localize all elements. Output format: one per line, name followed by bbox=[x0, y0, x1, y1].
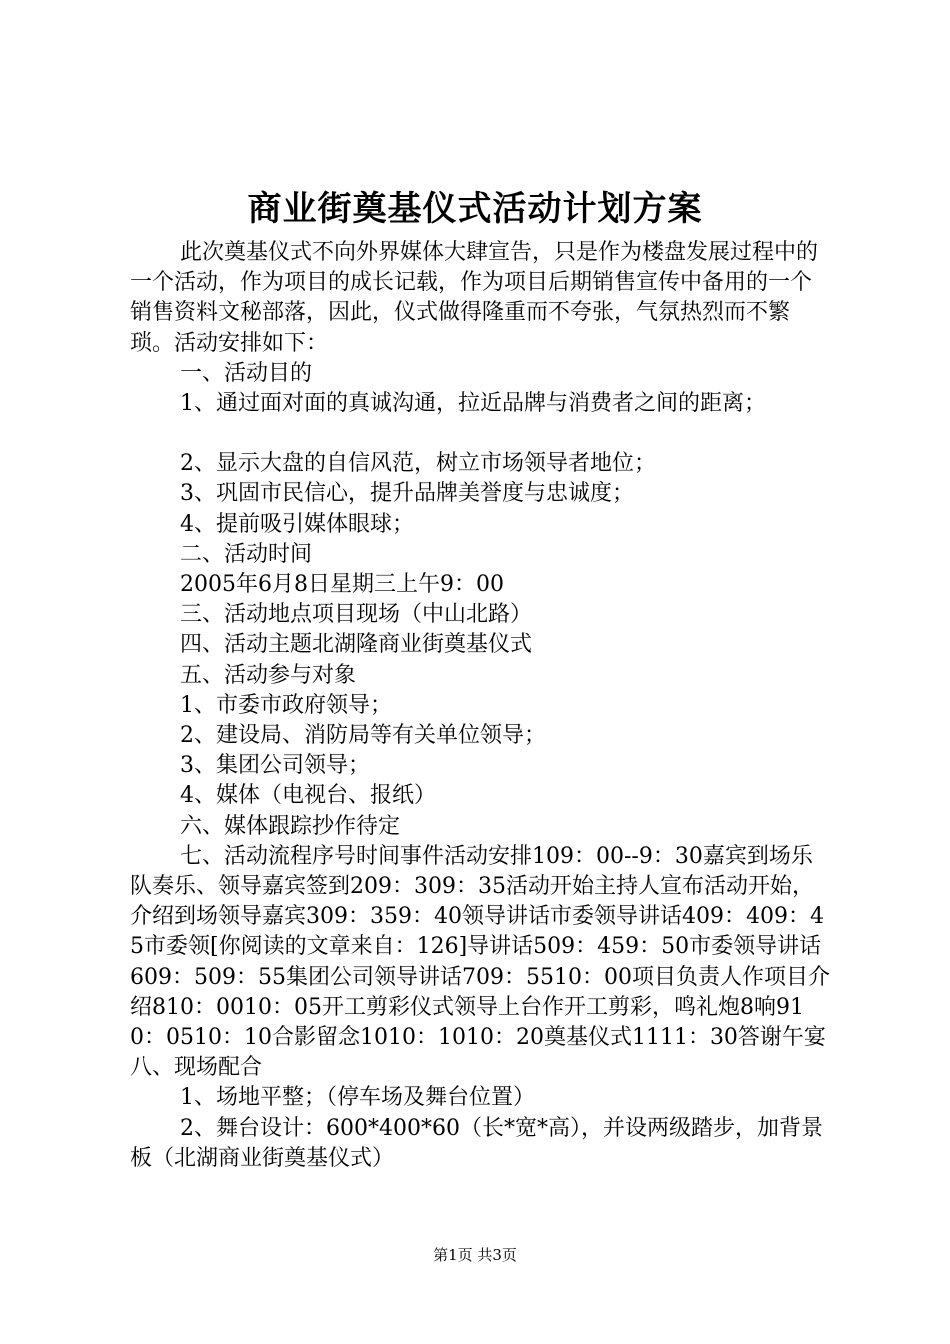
section-heading-time: 二、活动时间 bbox=[180, 541, 313, 567]
purpose-item-3: 3、巩固市民信心，提升品牌美誉度与忠诚度； bbox=[180, 481, 634, 507]
site-item-1: 1、场地平整；（停车场及舞台位置） bbox=[180, 1085, 535, 1111]
document-body bbox=[130, 238, 830, 1174]
section-heading-participants: 五、活动参与对象 bbox=[180, 662, 357, 688]
site-item-2: 2、舞台设计：600*400*60（长*宽*高），并设两级踏步，加背景板（北湖商业街奠基仪式） bbox=[130, 1115, 823, 1171]
schedule-paragraph: 七、活动流程序号时间事件活动安排109：00--9：30嘉宾到场乐队奏乐、领导嘉宾签到209：309：35活动开始主持人宣布活动开始，介绍到场领导嘉宾309：359：40领导讲话市委领导讲话409：409：45市委领[你阅读的文章来自：126]导讲话509：459：50市委领导讲话609：509：55集团公司领导讲话709：5510：00项目负责人作项目介绍810：0010：05开工剪彩仪式领导上台作开工剪彩，鸣礼炮8响910：0510：10合影留念1010：1010：20奠基仪式1111：30答谢午宴八、现场配合 bbox=[130, 843, 830, 1081]
section-theme: 四、活动主题北湖隆商业街奠基仪式 bbox=[180, 632, 533, 658]
section-heading-purpose: 一、活动目的 bbox=[180, 360, 313, 386]
page-footer: 第1页 共3页 bbox=[433, 1246, 517, 1264]
participant-item-3: 3、集团公司领导； bbox=[180, 753, 370, 779]
event-time: 2005年6月8日星期三上午9：00 bbox=[180, 572, 504, 598]
section-location: 三、活动地点项目现场（中山北路） bbox=[180, 602, 533, 628]
section-media: 六、媒体跟踪抄作待定 bbox=[180, 813, 401, 839]
page-title: 商业街奠基仪式活动计划方案 bbox=[247, 189, 703, 229]
purpose-item-2: 2、显示大盘的自信风范，树立市场领导者地位； bbox=[180, 451, 656, 477]
purpose-item-4: 4、提前吸引媒体眼球； bbox=[180, 511, 414, 537]
participant-item-1: 1、市委市政府领导； bbox=[180, 692, 392, 718]
participant-item-2: 2、建设局、消防局等有关单位领导； bbox=[180, 723, 546, 749]
intro-paragraph: 此次奠基仪式不向外界媒体大肆宣告，只是作为楼盘发展过程中的一个活动，作为项目的成长记载，作为项目后期销售宣传中备用的一个销售资料文秘部落，因此，仪式做得隆重而不夸张，气氛热烈而不繁琐。活动安排如下： bbox=[130, 240, 819, 356]
participant-item-4: 4、媒体（电视台、报纸） bbox=[180, 783, 436, 809]
purpose-item-1: 1、通过面对面的真诚沟通，拉近品牌与消费者之间的距离； bbox=[180, 391, 766, 417]
